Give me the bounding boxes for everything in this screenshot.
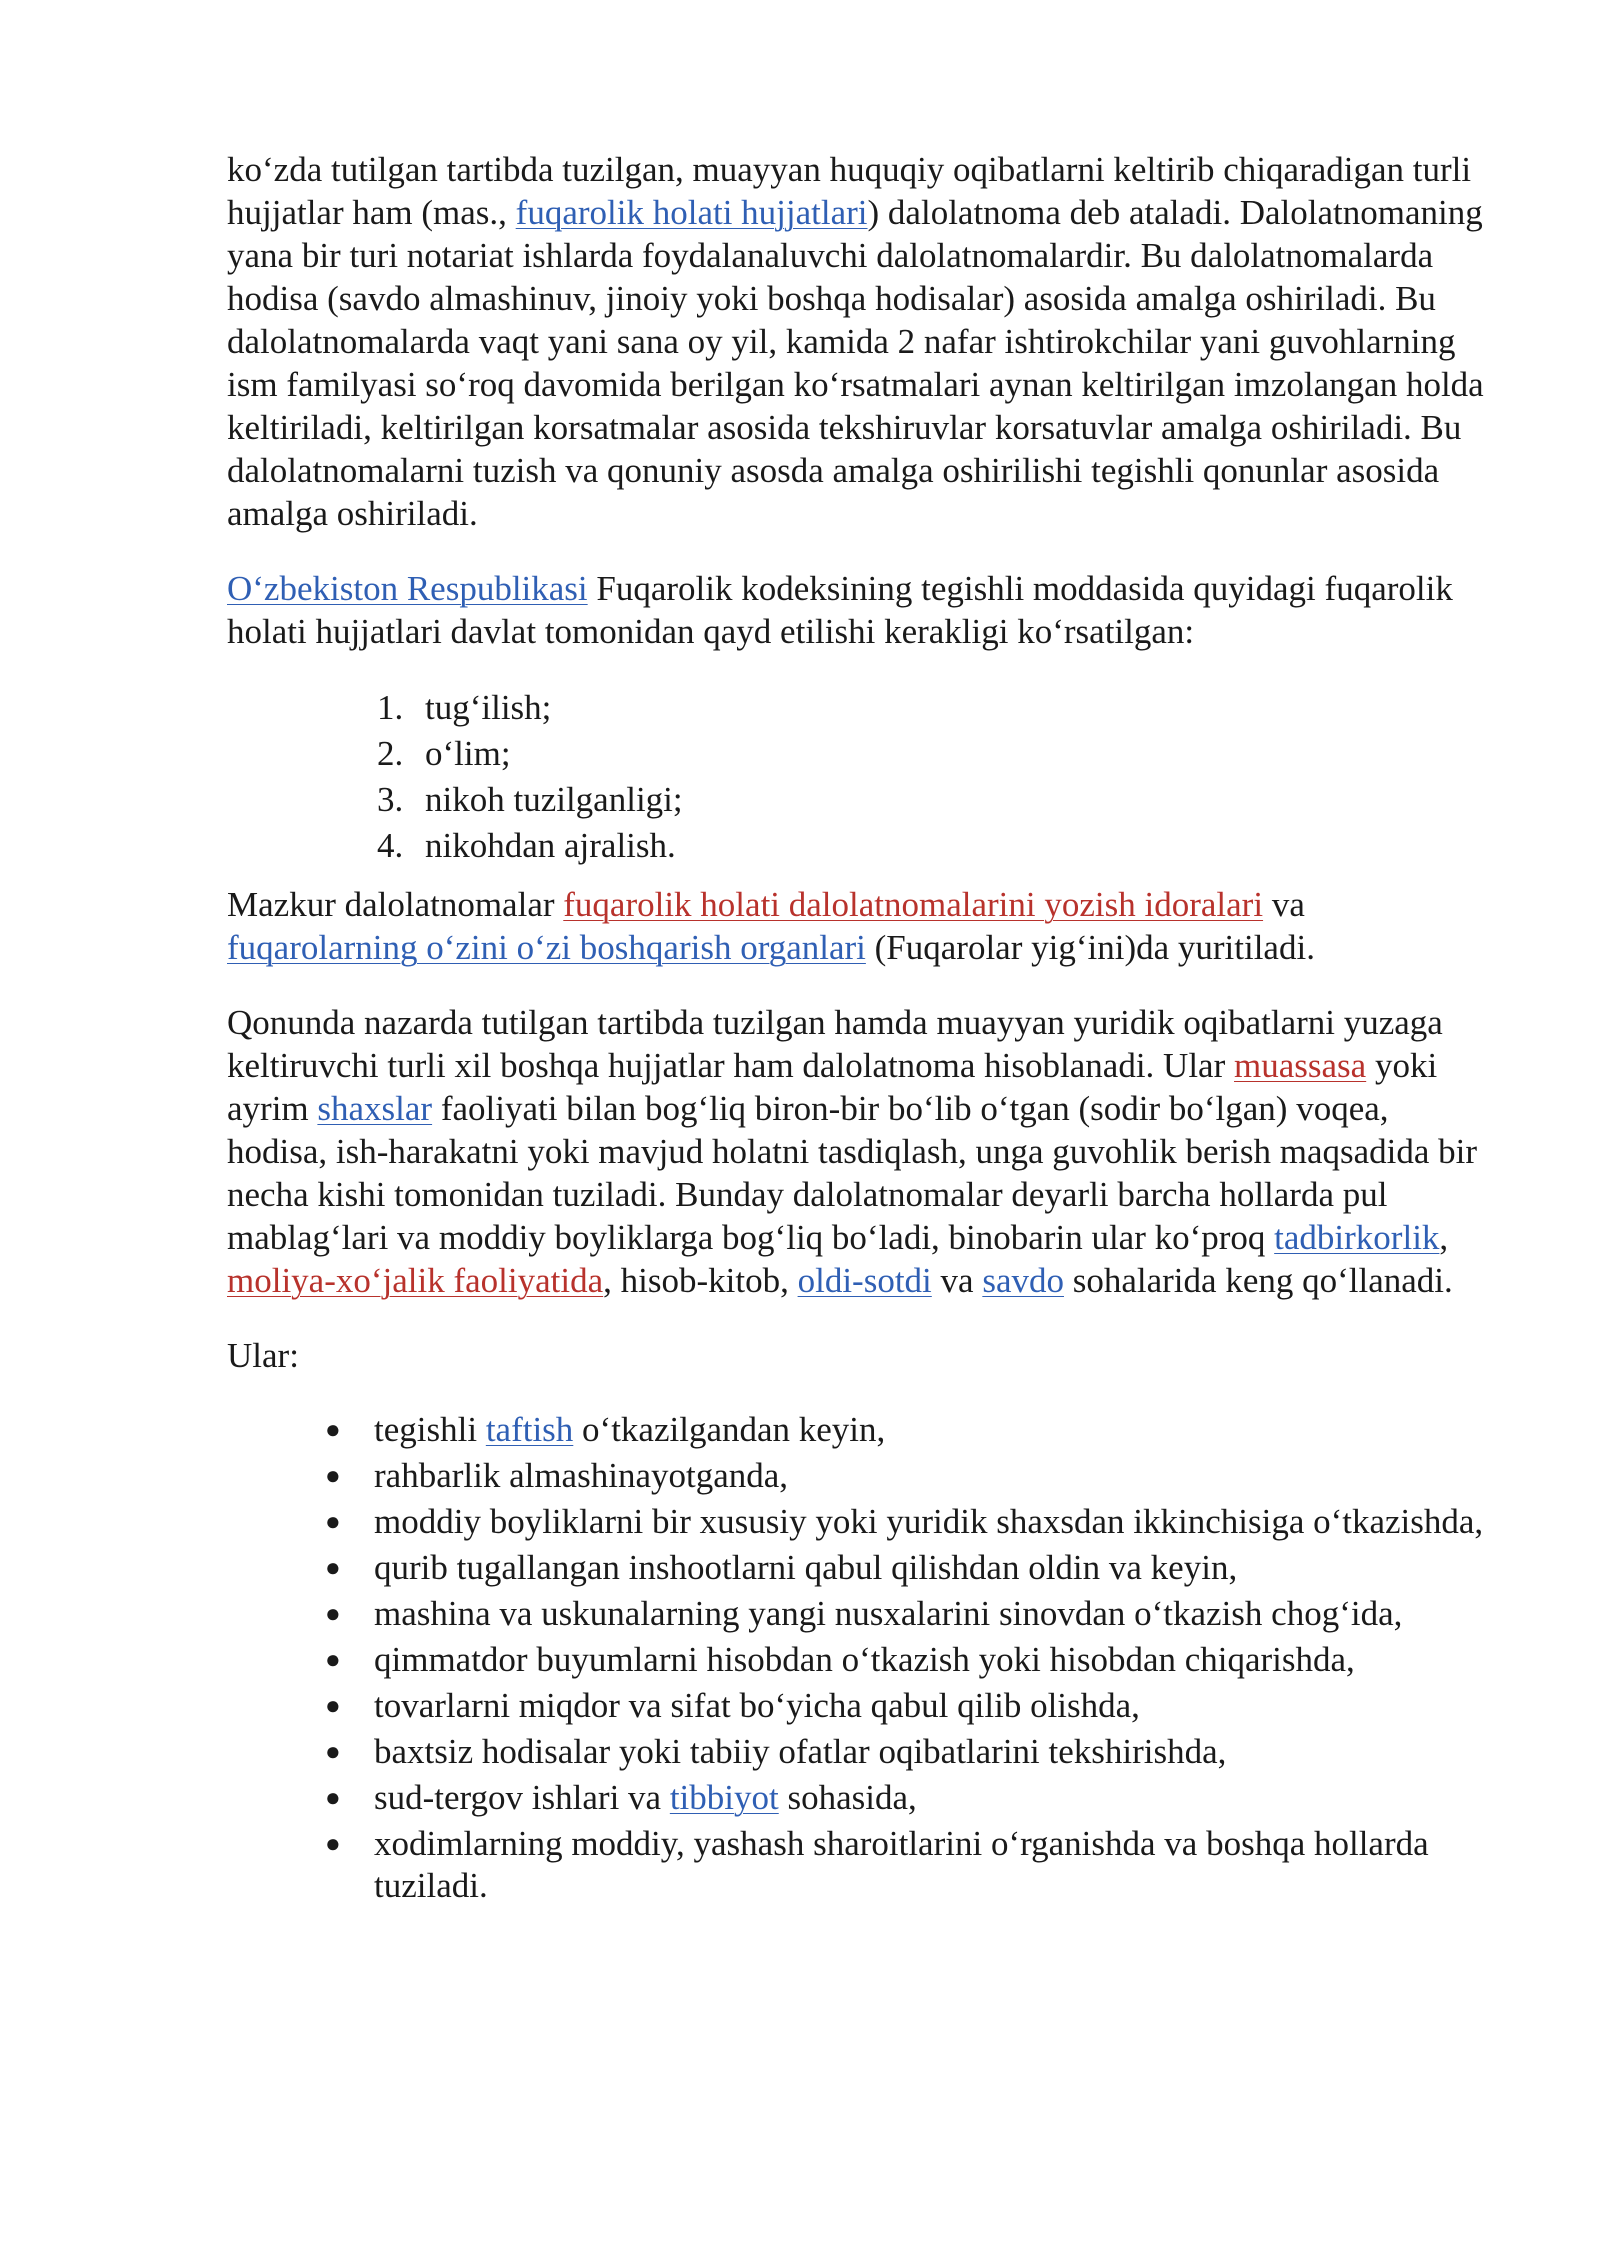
list-item (227, 1685, 1487, 1727)
paragraph-registry-offices (227, 883, 1487, 969)
bullet-list (227, 1409, 1487, 1907)
text-run: Qonunda nazarda tutilgan tartibda tuzilgan hamda muayyan yuridik oqibatlarni yuzaga keltiruvchi turli xil boshqa hujjatlar ham dalolatnoma hisoblanadi. Ular (227, 1003, 1443, 1085)
link-taftish[interactable]: taftish (485, 1410, 574, 1449)
list-item-text: nikohdan ajralish. (425, 826, 676, 865)
text-run: sohasida, (778, 1778, 917, 1817)
list-number: 1. (377, 688, 404, 727)
text-run: Fuqarolik kodeksining tegishli moddasida quyidagi fuqarolik holati hujjatlari davlat tomonidan qayd etilishi kerakligi ko‘rsatilgan: (227, 569, 1453, 651)
list-item-text: mashina va uskunalarning yangi nusxalarini sinovdan o‘tkazish chog‘ida, (374, 1594, 1403, 1633)
text-run: ko‘zda tutilgan tartibda tuzilgan, muayyan huquqiy oqibatlarni keltirib chiqaradigan turli hujjatlar ham (mas., (227, 150, 1472, 232)
list-item (227, 1501, 1487, 1543)
list-item-text: tovarlarni miqdor va sifat bo‘yicha qabul qilib olishda, (374, 1686, 1140, 1725)
link-fhdyo-idoralari[interactable]: fuqarolik holati dalolatnomalarini yozish idoralari (563, 885, 1264, 924)
list-item-text: nikoh tuzilganligi; (425, 780, 683, 819)
document-page (227, 148, 1487, 1911)
list-item-text: baxtsiz hodisalar yoki tabiiy ofatlar oqibatlarini tekshirishda, (374, 1732, 1227, 1771)
link-ozini-ozi-boshqarish-organlari[interactable]: fuqarolarning o‘zini o‘zi boshqarish organlari (227, 928, 866, 967)
bullet-icon: ● (325, 1783, 341, 1812)
paragraph-other-documents (227, 1001, 1487, 1302)
link-ozbekiston-respublikasi[interactable]: O‘zbekiston Respublikasi (227, 569, 588, 608)
text-run: tegishli (374, 1410, 486, 1449)
link-muassasa[interactable]: muassasa (1234, 1046, 1367, 1085)
text-run: va (931, 1261, 983, 1300)
bullet-icon: ● (325, 1461, 341, 1490)
bullet-icon: ● (325, 1645, 341, 1674)
list-item (227, 1639, 1487, 1681)
list-item (227, 1547, 1487, 1589)
link-moliya-xojalik-faoliyati[interactable]: moliya-xo‘jalik faoliyatida (227, 1261, 604, 1300)
link-savdo[interactable]: savdo (982, 1261, 1064, 1300)
list-item (227, 777, 1487, 823)
text-run: , hisob-kitob, (603, 1261, 798, 1300)
text-run: sohalarida keng qo‘llanadi. (1063, 1261, 1453, 1300)
list-item (227, 1409, 1487, 1451)
text-run: faoliyati bilan bog‘liq biron-bir bo‘lib o‘tgan (sodir bo‘lgan) voqea, hodisa, ish-harakatni yoki mavjud holatni tasdiqlash, unga guvohlik berish maqsadida bir necha kishi tomonidan tuziladi. Bunday dalolatnomalar deyarli barcha hollarda pul mablag‘lari va moddiy boyliklarga bog‘liq bo‘ladi, binobarin ular ko‘proq (227, 1089, 1478, 1257)
link-oldi-sotdi[interactable]: oldi-sotdi (797, 1261, 932, 1300)
bullet-icon: ● (325, 1737, 341, 1766)
text-run: o‘tkazilgandan keyin, (573, 1410, 886, 1449)
list-item (227, 1823, 1487, 1907)
list-item (227, 823, 1487, 869)
bullet-icon: ● (325, 1553, 341, 1582)
bullet-icon: ● (325, 1691, 341, 1720)
list-number: 2. (377, 734, 404, 773)
text-run: va (1263, 885, 1305, 924)
paragraph-ular: Ular: (227, 1336, 299, 1375)
list-item-text: rahbarlik almashinayotganda, (374, 1456, 789, 1495)
link-shaxslar[interactable]: shaxslar (317, 1089, 433, 1128)
bullet-icon: ● (325, 1829, 341, 1858)
link-fuqarolik-holati-hujjatlari[interactable]: fuqarolik holati hujjatlari (515, 193, 868, 232)
text-run: (Fuqarolar yig‘ini)da yuritiladi. (865, 928, 1315, 967)
numbered-list (227, 685, 1487, 869)
text-run: sud-tergov ishlari va (374, 1778, 670, 1817)
list-item (227, 685, 1487, 731)
list-item (227, 1731, 1487, 1773)
list-item-text: o‘lim; (425, 734, 511, 773)
list-item-text: xodimlarning moddiy, yashash sharoitlarini o‘rganishda va boshqa hollarda tuziladi. (374, 1824, 1429, 1905)
list-item (227, 731, 1487, 777)
text-run: Mazkur dalolatnomalar (227, 885, 564, 924)
list-number: 4. (377, 826, 404, 865)
list-item (227, 1455, 1487, 1497)
list-item (227, 1777, 1487, 1819)
list-item-text: moddiy boyliklarni bir xususiy yoki yuridik shaxsdan ikkinchisiga o‘tkazishda, (374, 1502, 1484, 1541)
bullet-icon: ● (325, 1507, 341, 1536)
paragraph-civil-code (227, 567, 1487, 653)
list-item-text: qimmatdor buyumlarni hisobdan o‘tkazish yoki hisobdan chiqarishda, (374, 1640, 1355, 1679)
paragraph-intro (227, 148, 1487, 535)
bullet-icon: ● (325, 1415, 341, 1444)
list-item (227, 1593, 1487, 1635)
text-run: , (1439, 1218, 1449, 1257)
bullet-icon: ● (325, 1599, 341, 1628)
link-tadbirkorlik[interactable]: tadbirkorlik (1274, 1218, 1440, 1257)
list-item-text: qurib tugallangan inshootlarni qabul qilishdan oldin va keyin, (374, 1548, 1238, 1587)
list-item-text: tug‘ilish; (425, 688, 552, 727)
text-run: yoki ayrim (227, 1046, 1438, 1128)
link-tibbiyot[interactable]: tibbiyot (669, 1778, 779, 1817)
list-number: 3. (377, 780, 404, 819)
text-run: ) dalolatnoma deb ataladi. Dalolatnomaning yana bir turi notariat ishlarda foydalanaluvchi dalolatnomalardir. Bu dalolatnomalarda hodisa (savdo almashinuv, jinoiy yoki boshqa hodisalar) asosida amalga oshiriladi. Bu dalolatnomalarda vaqt yani sana oy yil, kamida 2 nafar ishtirokchilar yani guvohlarning ism familyasi so‘roq davomida berilgan ko‘rsatmalari aynan keltirilgan imzolangan holda keltiriladi, keltirilgan korsatmalar asosida tekshiruvlar korsatuvlar amalga oshiriladi. Bu dalolatnomalarni tuzish va qonuniy asosda amalga oshirilishi tegishli qonunlar asosida amalga oshiriladi. (227, 193, 1484, 533)
